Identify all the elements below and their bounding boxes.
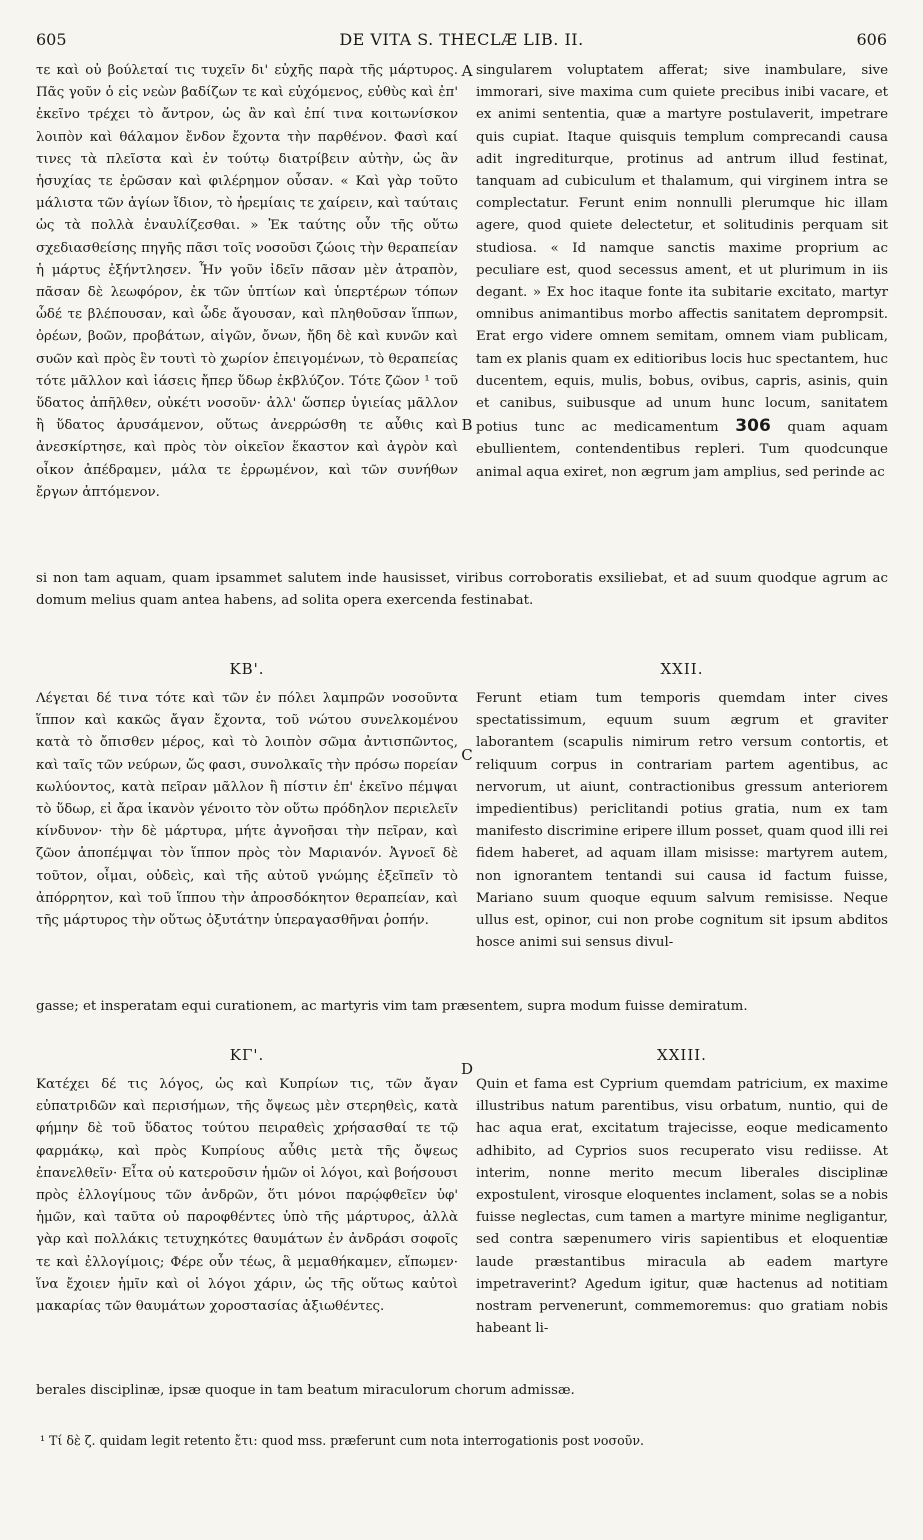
running-title: DE VITA S. THECLÆ LIB. II. <box>339 30 584 49</box>
margin-letter-d: D <box>460 1060 474 1078</box>
margin-letter-a: A <box>461 62 473 80</box>
latin-text-section-21-a: singularem voluptatem afferat; sive inambulare, sive immorari, sive maxima cum quiete precibus inibi vacare, et ex animi sententia, quæ a martyre postulaverit, impetrare quis cupiat. Itaque quisquis templum comprecandi causa adit ingrediturque, protinus ad antrum illud festinat, tanquam ad cubiculum et thalamum, qui virginem intra se complectatur. Ferunt enim nonnulli plerumque hic illam agere, quod quiete delectetur, et solitudinis perquam sit studiosa. « Id namque sanctis maxime proprium ac peculiare est, quod secessus ament, et ut plurimum in iis degant. » Ex hoc itaque fonte ita subitarie excitato, martyr omnibus animantibus morbo affectis sanitatem deprompsit. Erat ergo videre omnem semitam, omnem viam publicam, tam ex planis quam ex editioribus locis huc spectantem, huc ducentem, equis, mulis, bobus, ovibus, capris, asinis, quin et canibus, suibusque ad unum hunc locum, sanitatem potius tunc ac medicamentum <box>476 63 888 436</box>
latin-text-section-22: Ferunt etiam tum temporis quemdam inter cives spectatissimum, equum suum ægrum et graviter laborantem (scapulis nimirum retro versum contortis, et reliquum corpus in contrariam partem agentibus, ac nervorum, ut aiunt, contractionibus gressum anteriorem impedientibus) periclitandi potius gratia, num ex tam manifesto discrimine eripere illum posset, quam quod illi rei fidem haberet, ad aquam illam misisse: martyrem autem, non ignorantem tentandi sui causa id factum fuisse, Mariano suum quoque equum salvum remisisse. Neque ullus est, opinor, cui non probe cognitum sit ipsum abditos hosce animi sui sensus divul- <box>476 691 888 951</box>
running-header <box>36 30 887 52</box>
latin-continuation-section-21: si non tam aquam, quam ipsammet salutem inde hausisset, viribus corroboratis exsiliebat, et ad suum quodque agrum ac domum melius quam antea habens, ad solita opera exercenda festinabat. <box>36 571 888 609</box>
greek-heading-section-22: ΚΒ'. <box>229 660 265 678</box>
latin-continuation-section-23: berales disciplinæ, ipsæ quoque in tam beatum miraculorum chorum admissæ. <box>36 1383 575 1398</box>
latin-text-section-21-b: quam aquam ebullientem, contendentibus repleri. Tum quodcunque animal aqua exiret, non ægrum jam amplius, sed perinde ac <box>476 420 889 480</box>
greek-text-section-22: Λέγεται δέ τινα τότε καὶ τῶν ἐν πόλει λαμπρῶν νοσοῦντα ἵππον καὶ κακῶς ἄγαν ἔχοντα, τοῦ νώτου συνελκομένου κατὰ τὸ ὄπισθεν μέρος, καὶ τὸ λοιπὸν σῶμα ἀντισπῶντος, καὶ ταῖς τῶν νεύρων, ὥς φασι, συνολκαῖς τὴν πρόσω πορείαν κωλύοντος, κατὰ πεῖραν μᾶλλον ἢ πίστιν ἐπ' ἐκεῖνο πέμψαι τὸ ὕδωρ, εἰ ἄρα ἱκανὸν γένοιτο τὸν οὕτω πρόδηλον περιελεῖν κίνδυνον· τὴν δὲ μάρτυρα, μήτε ἀγνοῆσαι τὴν πεῖραν, καὶ ζῶον ἀποπέμψαι τὸν ἵππον πρὸς τὸν Μαριανόν. Ἀγνοεῖ δὲ τοῦτον, οἶμαι, οὐδεὶς, καὶ τῆς αὐτοῦ γνώμης ἐξεῖπεῖν τὸ ἀπόρρητον, καὶ τοῦ ἵππου τὴν ἀπροσδόκητον θεραπείαν, καὶ τῆς μάρτυρος τὴν οὕτως ὀξυτάτην ὑπεραγασθῆναι ῥοπήν. <box>36 691 458 929</box>
page-number-left: 605 <box>36 30 67 49</box>
greek-heading-section-23: ΚΓ'. <box>229 1046 265 1064</box>
footnote: ¹ Τί δὲ ζ. quidam legit retento ἔτι: quod mss. præferunt cum nota interrogationis post νοσοῦν. <box>40 1433 645 1448</box>
margin-letter-c: C <box>461 746 473 764</box>
latin-text-section-21 <box>476 60 888 568</box>
latin-heading-section-22: XXII. <box>660 660 704 678</box>
latin-text-section-23: Quin et fama est Cyprium quemdam patricium, ex maxime illustribus natum parentibus, visu orbatum, nuntio, qui de hac aqua erat, excitatum trajecisse, eoque medicamento adhibito, ad Cyprios suos recuperato visu rediisse. At interim, nonne merito mecum liberales disciplinæ expostulent, virosque eloquentes inclament, solas se a nobis fuisse neglectas, cum tamen a martyre minime negligantur, sed contra sæpenumero viris sapientibus et eloquentiæ laude præstantibus miracula ab eadem martyre impetraverint? Agedum igitur, quæ hactenus ad notitiam nostram pervenerunt, commemoremus: quo gratiam nobis habeant li- <box>476 1077 888 1337</box>
page-number-right: 606 <box>856 30 887 49</box>
latin-heading-section-23: XXIII. <box>657 1046 707 1064</box>
latin-continuation-section-22: gasse; et insperatam equi curationem, ac martyris vim tam præsentem, supra modum fuisse demiratum. <box>36 999 748 1014</box>
margin-letter-b: B <box>461 416 473 434</box>
column-stamp-number: 306 <box>735 416 771 437</box>
greek-text-section-21: τε καὶ οὐ βούλεταί τις τυχεῖν δι' εὐχῆς παρὰ τῆς μάρτυρος. Πᾶς γοῦν ὁ εἰς νεὼν βαδίζων τε καὶ εὐχόμενος, εὐθὺς καὶ ἐπ' ἐκεῖνο τρέχει τὸ ἄντρον, ὡς ἂν καὶ ἐπί τινα κοιτωνίσκον λοιπὸν καὶ θάλαμον ἔνδον ἔχοντα τὴν παρθένον. Φασὶ καί τινες τὰ πλεῖστα καὶ ἐν τούτῳ διατρίβειν αὐτὴν, ὡς ἂν ἡσυχίας τε ἐρῶσαν καὶ φιλέρημον οὖσαν. « Καὶ γὰρ τοῦτο μάλιστα τῶν ἁγίων ἴδιον, τὸ ἠρεμίαις τε χαίρειν, καὶ ταύταις ὡς τὰ πολλὰ ἐναυλίζεσθαι. » Ἐκ ταύτης οὖν τῆς οὕτω σχεδιασθείσης πηγῆς πᾶσι τοῖς νοσοῦσι ζώοις τὴν θεραπείαν ἡ μάρτυς ἐξήντλησεν. Ἦν γοῦν ἰδεῖν πᾶσαν μὲν ἀτραπὸν, πᾶσαν δὲ λεωφόρον, ἐκ τῶν ὑπτίων καὶ ὑπερτέρων τόπων ὧδέ τε βλέπουσαν, καὶ ὧδε ἄγουσαν, καὶ πληθοῦσαν ἵππων, ὀρέων, βοῶν, προβάτων, αἰγῶν, ὄνων, ἤδη δὲ καὶ κυνῶν καὶ συῶν καὶ πρὸς ἓν τουτὶ τὸ χωρίον ἐπειγομένων, τὸ θεραπείας τότε μᾶλλον καὶ ἰάσεις ἤπερ ὕδωρ ἐκβλύζον. Τότε ζῶον ¹ τοῦ ὕδατος ἀπῆλθεν, οὐκέτι νοσοῦν· ἀλλ' ὥσπερ ὑγιείας μᾶλλον ἢ ὕδατος ἀρυσάμενον, οὕτως ἀνερρώσθη τε αὖθις καὶ ἀνεσκίρτησε, καὶ πρὸς τὸν οἰκεῖον ἕκαστον καὶ ἀγρὸν καὶ οἶκον ἀπέδραμεν, μάλα τε ἐρρωμένον, καὶ τῶν συνήθων ἔργων ἁπτόμενον. <box>36 63 458 500</box>
greek-text-section-23: Κατέχει δέ τις λόγος, ὡς καὶ Κυπρίων τις, τῶν ἄγαν εὐπατριδῶν καὶ περισήμων, τῆς ὄψεως μὲν στερηθεὶς, κατὰ φήμην δὲ τοῦ ὕδατος τούτου πειραθεὶς χρήσασθαί τε τῷ φαρμάκῳ, καὶ πρὸς Κυπρίους αὖθις μετὰ τῆς ὄψεως ἐπανελθεῖν· Εἶτα οὐ κατεροῦσιν ἡμῶν οἱ λόγοι, καὶ βοήσουσι πρὸς ἐλλογίμους τῶν ἀνδρῶν, ὅτι μόνοι παρῴφθεῖεν ὑφ' ἡμῶν, καὶ ταῦτα οὐ παροφθέντες ὑπὸ τῆς μάρτυρος, ἀλλὰ γὰρ καὶ πολλάκις τετυχηκότες θαυμάτων ἐν ἀνδράσι σοφοῖς τε καὶ ἐλλογίμοις; Φέρε οὖν τέως, ἃ μεμαθήκαμεν, εἴπωμεν· ἵνα ἔχοιεν ἡμῖν καὶ οἱ λόγοι χάριν, ὡς τῆς οὕτως καὐτοὶ μακαρίας τῶν θαυμάτων χοροστασίας ἀξιωθέντες. <box>36 1077 458 1315</box>
